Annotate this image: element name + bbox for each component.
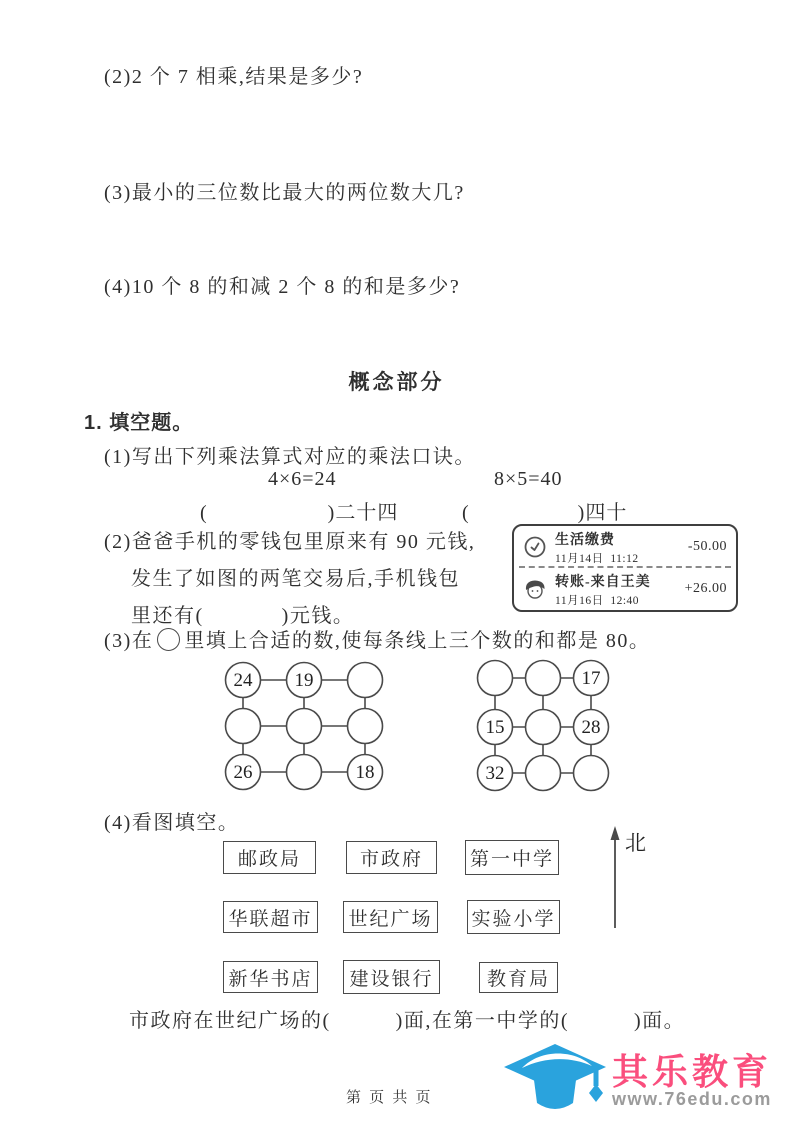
- map-box-hualian-supermarket: 华联超市: [223, 901, 318, 933]
- sub3-prompt: [104, 624, 650, 653]
- mnemonic-blank-right: ( )四十: [462, 502, 628, 524]
- sub2-line3: 里还有( )元钱。: [131, 605, 355, 627]
- transfer-avatar-icon: [522, 577, 548, 601]
- map-box-xinhua-bookstore: 新华书店: [223, 961, 318, 993]
- map-box-century-square: 世纪广场: [343, 901, 438, 933]
- circle-grid-left: [210, 656, 405, 796]
- section-heading: 概念部分: [348, 371, 445, 394]
- grid-cell: 28: [581, 717, 601, 738]
- sub2-line1: (2)爸爸手机的零钱包里原来有 90 元钱,: [104, 531, 476, 553]
- sub4-question: 市政府在世纪广场的( )面,在第一中学的( )面。: [129, 1010, 686, 1032]
- transaction-title: 生活缴费: [555, 532, 615, 548]
- sub3-prompt-suffix: 里填上合适的数,使每条线上三个数的和都是 80。: [184, 630, 651, 652]
- blank-circle-icon: [157, 628, 180, 651]
- map-box-education-bureau: 教育局: [479, 962, 558, 993]
- transaction-datetime: 11月14日 11:12: [555, 552, 639, 565]
- word-problem-2: (2)2 个 7 相乘,结果是多少?: [104, 66, 364, 88]
- map-box-construction-bank: 建设银行: [343, 960, 440, 994]
- brand-logo: [500, 1042, 610, 1122]
- grid-cell: 18: [355, 762, 375, 783]
- map-box-experimental-primary-school: 实验小学: [467, 900, 560, 934]
- transaction-datetime: 11月16日 12:40: [555, 594, 640, 607]
- transaction-amount: -50.00: [687, 539, 727, 554]
- map-box-post-office: 邮政局: [223, 841, 316, 874]
- sub4-prompt: (4)看图填空。: [104, 812, 240, 834]
- grid-cell: 32: [485, 763, 505, 784]
- transaction-row-transfer: [514, 568, 736, 608]
- sub2-question: [104, 524, 475, 635]
- north-label: 北: [625, 831, 646, 855]
- sub2-line2: 发生了如图的两笔交易后,手机钱包: [131, 568, 460, 590]
- brand-name: 其乐教育: [612, 1051, 773, 1092]
- transaction-row-payment: [514, 526, 736, 566]
- payment-clock-icon: [522, 535, 548, 559]
- transaction-amount: +26.00: [684, 581, 727, 596]
- page-footer-label: 第 页 共 页: [346, 1089, 433, 1106]
- sub1-prompt: (1)写出下列乘法算式对应的乘法口诀。: [104, 446, 476, 468]
- map-box-no1-middle-school: 第一中学: [465, 840, 559, 875]
- word-problem-3: (3)最小的三位数比最大的两位数大几?: [104, 182, 465, 204]
- sub3-prompt-prefix: (3)在: [104, 630, 154, 652]
- equation-left: 4×6=24: [268, 468, 337, 490]
- equation-right: 8×5=40: [494, 468, 563, 490]
- word-problem-4: (4)10 个 8 的和减 2 个 8 的和是多少?: [104, 276, 461, 298]
- question-1-title: 1. 填空题。: [84, 412, 194, 434]
- grid-cell: 17: [581, 668, 601, 689]
- circle-grid-right: [473, 656, 618, 796]
- grid-cell: 19: [294, 670, 314, 691]
- north-arrow-icon: [600, 824, 652, 938]
- grid-cell: 24: [233, 670, 253, 691]
- brand-url: www.76edu.com: [612, 1089, 772, 1109]
- graduation-cap-icon: [500, 1042, 610, 1120]
- grid-cell: 15: [485, 717, 505, 738]
- mnemonic-blank-left: ( )二十四: [200, 502, 399, 524]
- map-box-city-hall: 市政府: [346, 841, 437, 874]
- transaction-title: 转账-来自王美: [555, 574, 651, 590]
- grid-cell: 26: [233, 762, 253, 783]
- transaction-panel: [512, 524, 738, 612]
